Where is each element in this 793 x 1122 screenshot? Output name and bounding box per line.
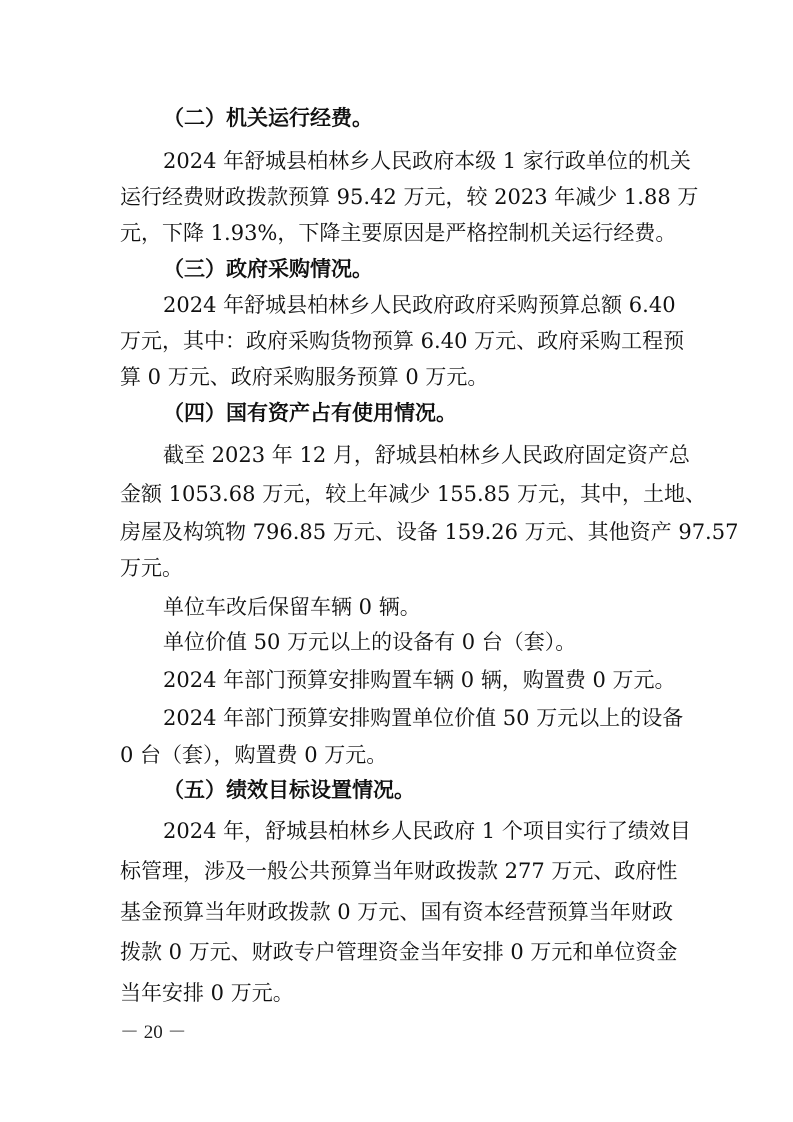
section-heading-operating-costs: （二）机关运行经费。 [163, 106, 373, 130]
paragraph-line: 万元。 [120, 556, 183, 580]
section-heading-performance-targets: （五）绩效目标设置情况。 [163, 778, 415, 802]
section-heading-procurement: （三）政府采购情况。 [163, 257, 373, 281]
paragraph-line: 截至 2023 年 12 月，舒城县柏林乡人民政府固定资产总 [163, 443, 690, 467]
paragraph-line: 2024 年，舒城县柏林乡人民政府 1 个项目实行了绩效目 [163, 819, 691, 843]
paragraph-line: 金额 1053.68 万元，较上年减少 155.85 万元，其中，土地、 [120, 482, 707, 506]
paragraph-line: 算 0 万元、政府采购服务预算 0 万元。 [120, 365, 489, 389]
paragraph-line: 房屋及构筑物 796.85 万元、设备 159.26 万元、其他资产 97.57 [120, 520, 739, 544]
paragraph-line: 基金预算当年财政拨款 0 万元、国有资本经营预算当年财政 [120, 900, 673, 924]
paragraph-line: 万元，其中：政府采购货物预算 6.40 万元、政府采购工程预 [120, 329, 685, 353]
paragraph-line: 单位车改后保留车辆 0 辆。 [163, 595, 421, 619]
section-heading-state-assets: （四）国有资产占有使用情况。 [163, 401, 457, 425]
paragraph-line: 2024 年舒城县柏林乡人民政府政府采购预算总额 6.40 [163, 293, 676, 317]
paragraph-line: 运行经费财政拨款预算 95.42 万元，较 2023 年减少 1.88 万 [120, 185, 699, 209]
paragraph-line: 当年安排 0 万元。 [120, 981, 294, 1005]
paragraph-line: 2024 年部门预算安排购置单位价值 50 万元以上的设备 [163, 706, 684, 730]
paragraph-line: 拨款 0 万元、财政专户管理资金当年安排 0 万元和单位资金 [120, 940, 678, 964]
page-number: － 20 － [120, 1022, 187, 1043]
paragraph-line: 元，下降 1.93%，下降主要原因是严格控制机关运行经费。 [120, 221, 677, 245]
paragraph-line: 0 台（套），购置费 0 万元。 [120, 743, 388, 767]
paragraph-line: 2024 年舒城县柏林乡人民政府本级 1 家行政单位的机关 [163, 149, 691, 173]
paragraph-line: 标管理，涉及一般公共预算当年财政拨款 277 万元、政府性 [120, 859, 678, 883]
paragraph-line: 2024 年部门预算安排购置车辆 0 辆，购置费 0 万元。 [163, 668, 676, 692]
paragraph-line: 单位价值 50 万元以上的设备有 0 台（套）。 [163, 630, 577, 654]
